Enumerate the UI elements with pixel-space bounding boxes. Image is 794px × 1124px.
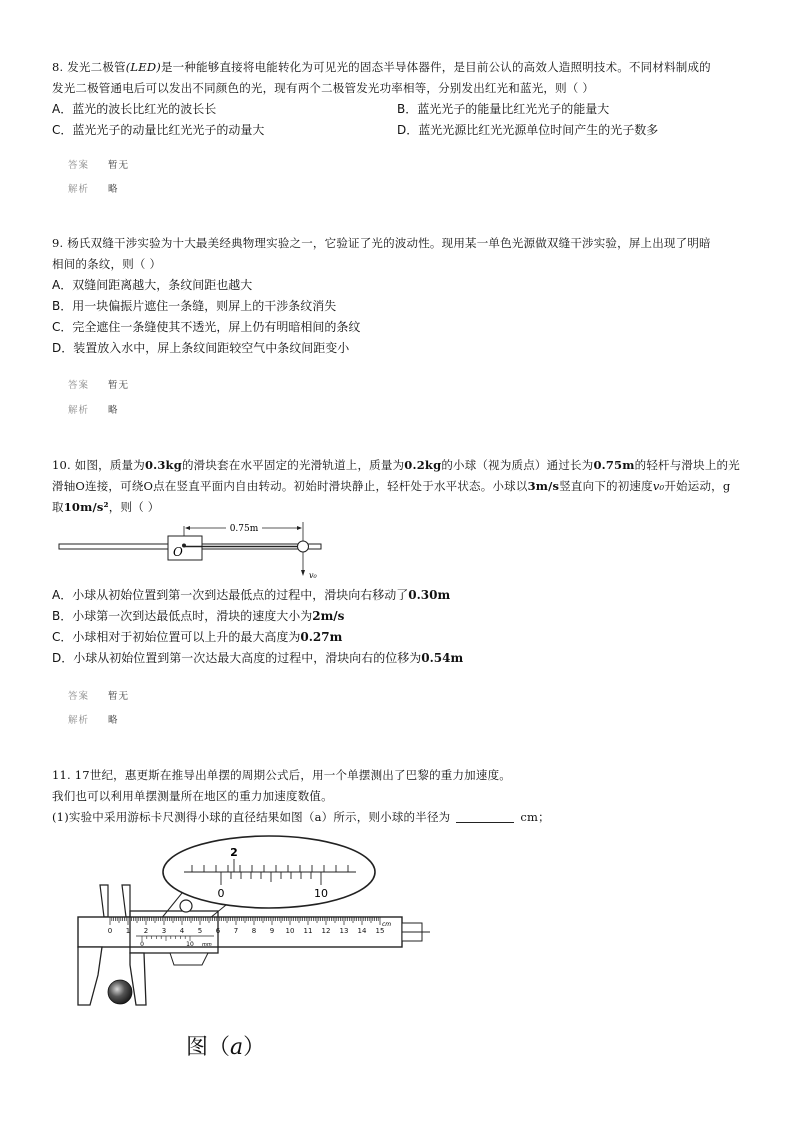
main-scale-label: 4 xyxy=(179,927,185,935)
main-scale-label: 5 xyxy=(197,927,203,935)
thumb-grip xyxy=(170,953,208,965)
question-8 xyxy=(52,57,742,141)
main-scale-label: 9 xyxy=(269,927,275,935)
main-scale-unit: cm xyxy=(382,921,392,928)
q10-options xyxy=(52,585,742,669)
main-scale-label: 13 xyxy=(339,927,349,935)
main-scale-label: 0 xyxy=(107,927,113,935)
q8-analysis xyxy=(68,181,119,195)
caption-part: 图（ xyxy=(186,1035,231,1060)
q8-stem-part: 8. 发光二极管 xyxy=(52,60,126,74)
analysis-label: 解析 xyxy=(68,715,90,726)
answer-label: 答案 xyxy=(68,691,90,702)
upper-sliding-jaw xyxy=(122,885,130,917)
q8-answer xyxy=(68,157,129,171)
q10-stem-part: 开始运动，g xyxy=(664,479,731,493)
q9-answer xyxy=(68,377,129,391)
locking-screw xyxy=(180,900,192,912)
caption-part: ） xyxy=(243,1035,266,1060)
q11-stem-part: 我们也可以利用单摆测量所在地区的重力加速度数值。 xyxy=(52,789,333,803)
q10-mass-slider: 0.3kg xyxy=(144,458,182,472)
figure-a-caption xyxy=(186,1030,265,1061)
q8-led-term: (LED) xyxy=(125,60,161,74)
analysis-label: 解析 xyxy=(68,184,90,195)
q10-analysis xyxy=(68,712,119,726)
question-9-stem xyxy=(52,233,742,275)
q10-slider-rod-figure xyxy=(56,518,326,584)
small-ball xyxy=(298,541,309,552)
zoom-vernier-0: 0 xyxy=(217,887,225,900)
q10-option-a xyxy=(52,585,742,606)
analysis-value: 略 xyxy=(108,184,119,195)
pivot-label: O xyxy=(173,545,183,559)
q8-options-row-1 xyxy=(52,99,742,120)
q10-option-b-text: B．小球第一次到达最低点时，滑块的速度大小为 xyxy=(52,609,313,623)
analysis-value: 略 xyxy=(108,715,119,726)
dim-arrow-left xyxy=(185,526,190,530)
q10-stem-part: 的小球（视为质点）通过长为 xyxy=(441,458,594,472)
main-scale-label: 11 xyxy=(303,927,313,935)
q8-stem-part: 发光二极管通电后可以发出不同颜色的光，现有两个二极管发光功率相等，分别发出红光和蓝光，则（ ） xyxy=(52,81,595,95)
caption-letter: a xyxy=(230,1035,244,1060)
q10-option-c xyxy=(52,627,742,648)
main-scale-label: 10 xyxy=(285,927,295,935)
q10-stem-part: 的滑块套在水平固定的光滑轨道上，质量为 xyxy=(181,458,405,472)
q8-options-row-2 xyxy=(52,120,742,141)
question-10-stem xyxy=(52,455,742,518)
q8-option-b: B．蓝光光子的能量比红光光子的能量大 xyxy=(397,102,610,116)
q8-option-a: A．蓝光的波长比红光的波长长 xyxy=(52,102,217,116)
q10-stem-part: 10. 如图，质量为 xyxy=(52,458,145,472)
main-scale-label: 15 xyxy=(375,927,385,935)
question-9 xyxy=(52,233,742,359)
q10-option-a-value: 0.30m xyxy=(408,588,451,602)
q8-option-d: D．蓝光光源比红光光源单位时间产生的光子数多 xyxy=(397,123,659,137)
q10-answer xyxy=(68,688,129,702)
answer-value: 暂无 xyxy=(108,691,130,702)
q10-initial-speed: 3m/s xyxy=(527,479,560,493)
vernier-label-10: 10 xyxy=(186,941,194,948)
lower-sliding-jaw xyxy=(130,953,146,1005)
analysis-value: 略 xyxy=(108,405,119,416)
vernier-unit: mm xyxy=(202,942,212,948)
question-11 xyxy=(52,765,742,828)
q10-mass-ball: 0.2kg xyxy=(404,458,442,472)
answer-value: 暂无 xyxy=(108,380,130,391)
main-scale-label: 2 xyxy=(143,927,149,935)
velocity-arrow-head xyxy=(301,570,305,576)
dim-arrow-right xyxy=(297,526,302,530)
q9-analysis xyxy=(68,402,119,416)
vernier-caliper-figure xyxy=(74,835,436,1015)
q10-option-b xyxy=(52,606,742,627)
q10-rod-length: 0.75m xyxy=(593,458,635,472)
q8-option-c: C．蓝光光子的动量比红光光子的动量大 xyxy=(52,123,265,137)
q10-stem-part: 滑轴O连接，可绕O点在竖直平面内自由转动。初始时滑块静止，轻杆处于水平状态。小球以 xyxy=(52,479,528,493)
q10-option-a-text: A．小球从初始位置到第一次到达最低点的过程中，滑块向右移动了 xyxy=(52,588,409,602)
upper-fixed-jaw xyxy=(100,885,108,917)
q9-option-d: D．装置放入水中，屏上条纹间距较空气中条纹间距变小 xyxy=(52,341,350,355)
q11-stem-part: cm； xyxy=(520,810,550,824)
answer-value: 暂无 xyxy=(108,160,130,171)
q9-stem-part: 9. 杨氏双缝干涉实验为十大最美经典物理实验之一，它验证了光的波动性。现用某一单色光源做双缝干涉实验，屏上出现了明暗 xyxy=(52,236,711,250)
main-scale-label: 1 xyxy=(125,927,131,935)
q10-stem-part: ，则（ ） xyxy=(108,500,160,514)
answer-label: 答案 xyxy=(68,380,90,391)
q11-stem-part: 11. 17世纪，惠更斯在推导出单摆的周期公式后，用一个单摆测出了巴黎的重力加速度。 xyxy=(52,768,511,782)
q10-option-d-text: D．小球从初始位置到第一次达最大高度的过程中，滑块向右的位移为 xyxy=(52,651,422,665)
q10-option-d-value: 0.54m xyxy=(421,651,464,665)
answer-label: 答案 xyxy=(68,160,90,171)
question-11-stem xyxy=(52,765,742,828)
q11-stem-part: (1)实验中采用游标卡尺测得小球的直径结果如图（a）所示，则小球的半径为 xyxy=(52,810,451,824)
main-scale-label: 14 xyxy=(357,927,367,935)
q10-stem-part: 取 xyxy=(52,500,64,514)
q10-stem-part: 竖直向下的初速度 xyxy=(559,479,653,493)
question-10 xyxy=(52,455,742,518)
main-scale-label: 3 xyxy=(161,927,167,935)
q10-option-d xyxy=(52,648,742,669)
q10-option-c-text: C．小球相对于初始位置可以上升的最大高度为 xyxy=(52,630,301,644)
q8-stem-part: 是一种能够直接将电能转化为可见光的固态半导体器件，是目前公认的高效人造照明技术。不同材料制成的 xyxy=(160,60,711,74)
q9-stem-part: 相间的条纹，则（ ） xyxy=(52,257,162,271)
q10-option-b-value: 2m/s xyxy=(312,609,345,623)
q9-option-c: C．完全遮住一条缝使其不透光，屏上仍有明暗相间的条纹 xyxy=(52,320,361,334)
answer-blank[interactable] xyxy=(456,810,514,823)
question-8-stem xyxy=(52,57,742,99)
vernier-label-0: 0 xyxy=(140,941,144,948)
q9-option-b: B．用一块偏振片遮住一条缝，则屏上的干涉条纹消失 xyxy=(52,299,337,313)
q10-v0-symbol: v₀ xyxy=(652,479,665,493)
q10-stem-part: 的轻杆与滑块上的光 xyxy=(634,458,740,472)
measured-ball xyxy=(108,980,132,1004)
main-scale-label: 12 xyxy=(321,927,331,935)
lower-fixed-jaw xyxy=(78,947,102,1005)
main-scale-label: 6 xyxy=(215,927,221,935)
dim-label: 0.75m xyxy=(229,524,259,534)
zoom-main-label: 2 xyxy=(230,846,238,859)
main-scale-label: 7 xyxy=(233,927,239,935)
q9-option-a: A．双缝间距离越大，条纹间距也越大 xyxy=(52,278,253,292)
q10-option-c-value: 0.27m xyxy=(300,630,343,644)
main-scale-label: 8 xyxy=(251,927,257,935)
velocity-label: v₀ xyxy=(309,571,317,580)
analysis-label: 解析 xyxy=(68,405,90,416)
zoom-vernier-10: 10 xyxy=(314,887,328,900)
q10-gravity: 10m/s² xyxy=(63,500,109,514)
